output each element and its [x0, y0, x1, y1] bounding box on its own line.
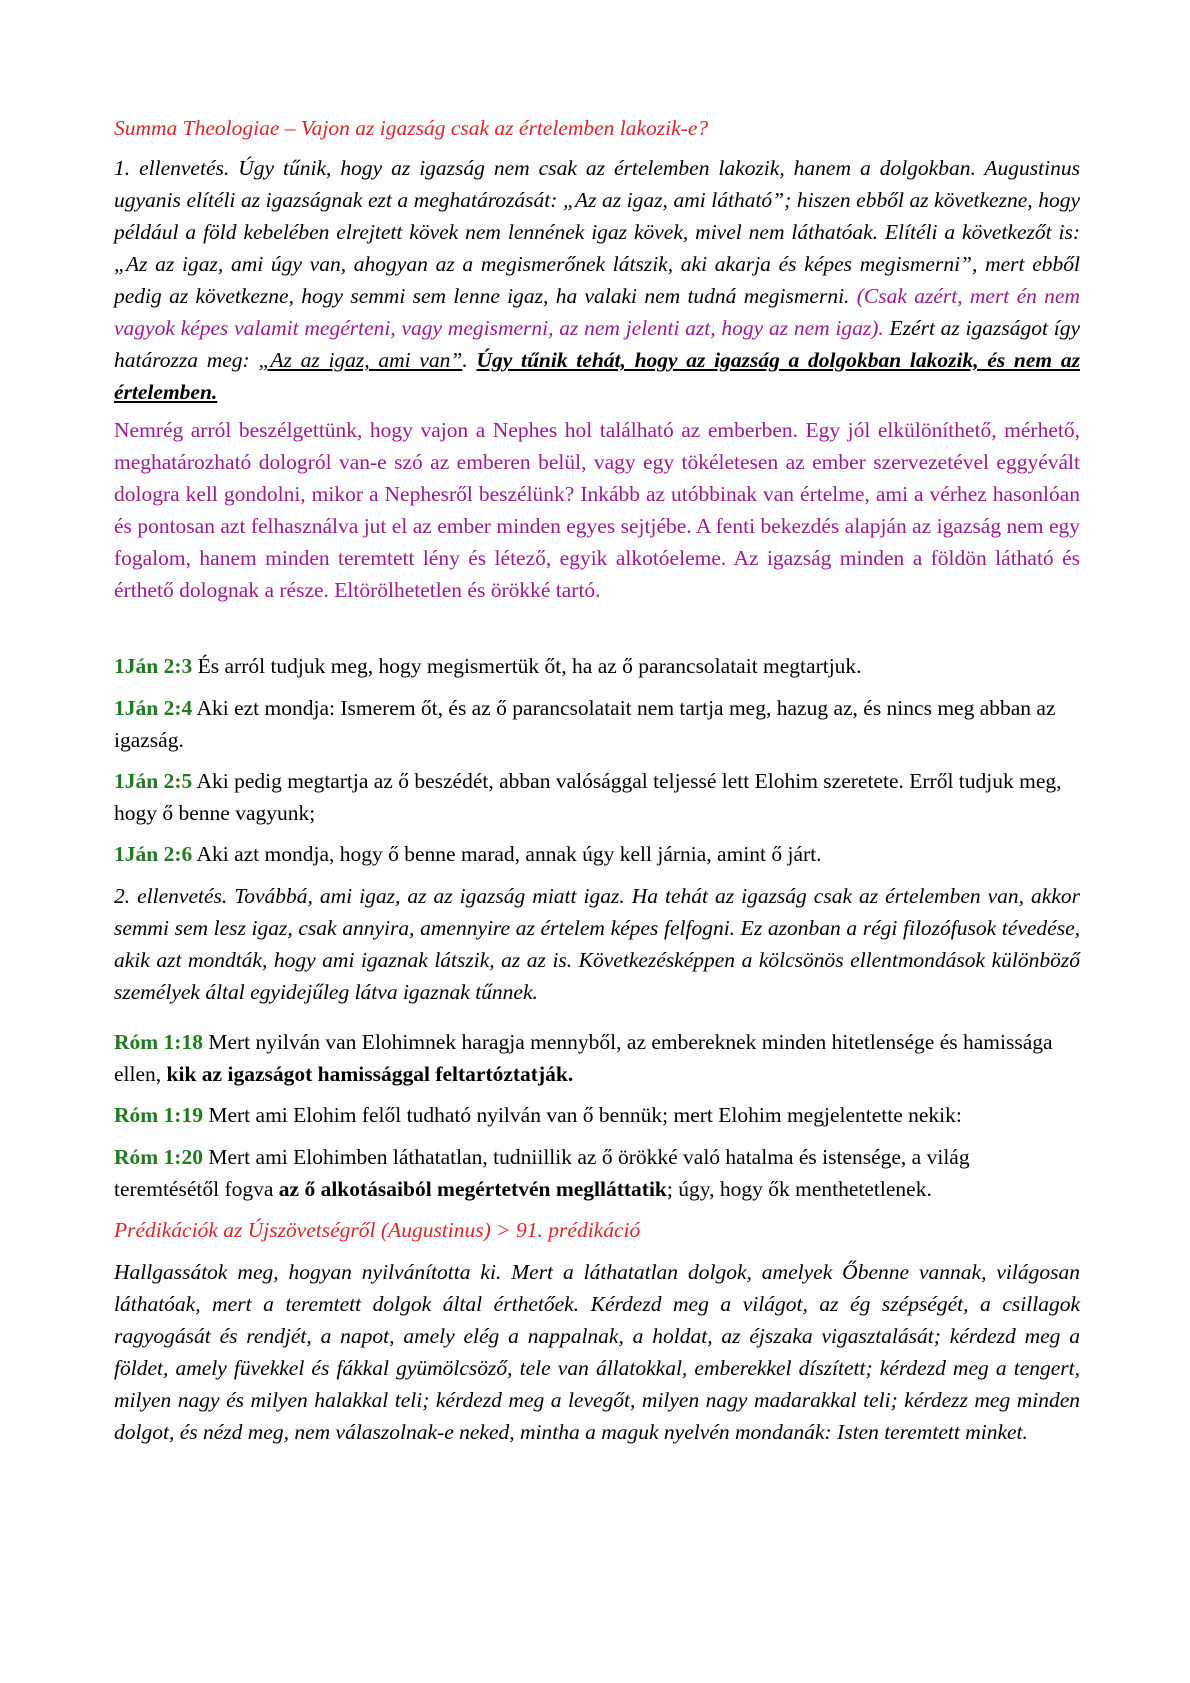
- verse-1jan-2-3: [114, 650, 1080, 682]
- objection-1-definition: „Az az igaz, ami van”: [258, 348, 463, 372]
- verse-text: És arról tudjuk meg, hogy megismertük őt, ha az ő parancsolatait megtartjuk.: [192, 654, 862, 678]
- verse-bold-text: kik az igazságot hamissággal feltartóztatják.: [166, 1062, 574, 1086]
- objection-2: 2. ellenvetés. Továbbá, ami igaz, az az igazság miatt igaz. Ha tehát az igazság csak az értelemben van, akkor semmi sem lesz igaz, csak annyira, amennyire az értelem képes felfogni. Ez azonban a régi filozófusok tévedése, akik azt mondták, hogy ami igaznak látszik, az az is. Következésképpen a kölcsönös ellentmondások különböző személyek által egyidejűleg látva igaznak tűnnek.: [114, 884, 1080, 1004]
- objection-1: [114, 152, 1080, 408]
- verse-text: Aki azt mondja, hogy ő benne marad, annak úgy kell járnia, amint ő járt.: [192, 842, 822, 866]
- objection-1-dot: .: [462, 348, 477, 372]
- verse-reference: 1Ján 2:3: [114, 654, 193, 678]
- verse-reference: Róm 1:20: [114, 1145, 203, 1169]
- verse-reference: 1Ján 2:4: [114, 696, 193, 720]
- verse-reference: 1Ján 2:6: [114, 842, 193, 866]
- verse-reference: Róm 1:19: [114, 1103, 203, 1127]
- objection-1-aside: (Csak azért, mert én nem vagyok képes valamit megérteni, vagy megismerni, az nem jelenti azt, hogy az nem igaz).: [114, 284, 1080, 340]
- verse-reference: Róm 1:18: [114, 1030, 203, 1054]
- objection-1-text: 1. ellenvetés. Úgy tűnik, hogy az igazság nem csak az értelemben lakozik, hanem a dolgokban. Augustinus ugyanis elítéli az igazságnak ezt a meghatározását: „Az az igaz, ami látható”; hiszen ebből az következne, hogy például a föld kebelében elrejtett kövek nem lennének igaz kövek, mivel nem láthatóak. Elítéli a következőt is: „Az az igaz, ami úgy van, ahogyan az a megismerőnek látszik, aki akarja és képes megismerni”, mert ebből pedig az következne, hogy semmi sem lenne igaz, ha valaki nem tudná megismerni.: [114, 156, 1080, 308]
- verse-1jan-2-6: [114, 838, 1080, 870]
- verse-rom-1-19: [114, 1099, 1080, 1131]
- sermon-91: Hallgassátok meg, hogyan nyilvánította ki. Mert a láthatatlan dolgok, amelyek Őbenne vannak, világosan láthatóak, mert a teremtett dolgok által érthetőek. Kérdezd meg a világot, az ég szépségét, a csillagok ragyogását és rendjét, a napot, amely elég a nappalnak, a holdat, az éjszaka vigasztalását; kérdezd meg a földet, amely füvekkel és fákkal gyümölcsöző, tele van állatokkal, emberekkel díszített; kérdezd meg a tengert, milyen nagy és milyen halakkal teli; kérdezd meg a levegőt, milyen nagy madarakkal teli; kérdezz meg minden dolgot, és nézd meg, nem válaszolnak-e neked, mintha a maguk nyelvén mondanák: Isten teremtett minket.: [114, 1260, 1080, 1444]
- verse-1jan-2-5: [114, 765, 1080, 829]
- heading-summa: Summa Theologiae – Vajon az igazság csak az értelemben lakozik-e?: [114, 116, 709, 140]
- verse-text: Aki pedig megtartja az ő beszédét, abban valósággal teljessé lett Elohim szeretete. Erről tudjuk meg, hogy ő benne vagyunk;: [114, 769, 1062, 825]
- verse-tail-text: ; úgy, hogy ők menthetetlenek.: [666, 1177, 932, 1201]
- verse-text: Aki ezt mondja: Ismerem őt, és az ő parancsolatait nem tartja meg, hazug az, és nincs meg abban az igazság.: [114, 696, 1056, 752]
- verse-rom-1-18: [114, 1026, 1080, 1090]
- verse-bold-text: az ő alkotásaiból megértetvén meglláttatik: [278, 1177, 667, 1201]
- verse-rom-1-20: [114, 1141, 1080, 1205]
- heading-sermons: Prédikációk az Újszövetségről (Augustinus) > 91. prédikáció: [114, 1218, 641, 1242]
- objection-1-lead: Ezért az igazságot így határozza meg:: [114, 316, 1080, 372]
- objection-1-conclusion: Úgy tűnik tehát, hogy az igazság a dolgokban lakozik, és nem az értelemben.: [114, 348, 1080, 404]
- verse-text: Mert ami Elohim felől tudható nyilván van ő bennük; mert Elohim megjelentette nekik:: [202, 1103, 962, 1127]
- commentary-nephes: Nemrég arról beszélgettünk, hogy vajon a Nephes hol található az emberben. Egy jól elkülöníthető, mérhető, meghatározható dologról van-e szó az emberen belül, vagy egy tökéletesen az ember szervezetével eggyévált dologra kell gondolni, mikor a Nephesről beszélünk? Inkább az utóbbinak van értelme, ami a vérhez hasonlóan és pontosan azt felhasználva jut el az ember minden egyes sejtjébe. A fenti bekezdés alapján az igazság nem egy fogalom, hanem minden teremtett lény és létező, egyik alkotóeleme. Az igazság minden a földön látható és érthető dolognak a része. Eltörölhetetlen és örökké tartó.: [114, 418, 1080, 602]
- verse-text: Mert nyilván van Elohimnek haragja mennyből, az embereknek minden hitetlensége és hamissága ellen,: [114, 1030, 1053, 1086]
- verse-1jan-2-4: [114, 692, 1080, 756]
- verse-reference: 1Ján 2:5: [114, 769, 193, 793]
- verse-text: Mert ami Elohimben láthatatlan, tudniillik az ő örökké való hatalma és istensége, a világ teremtésétől fogva: [114, 1145, 970, 1201]
